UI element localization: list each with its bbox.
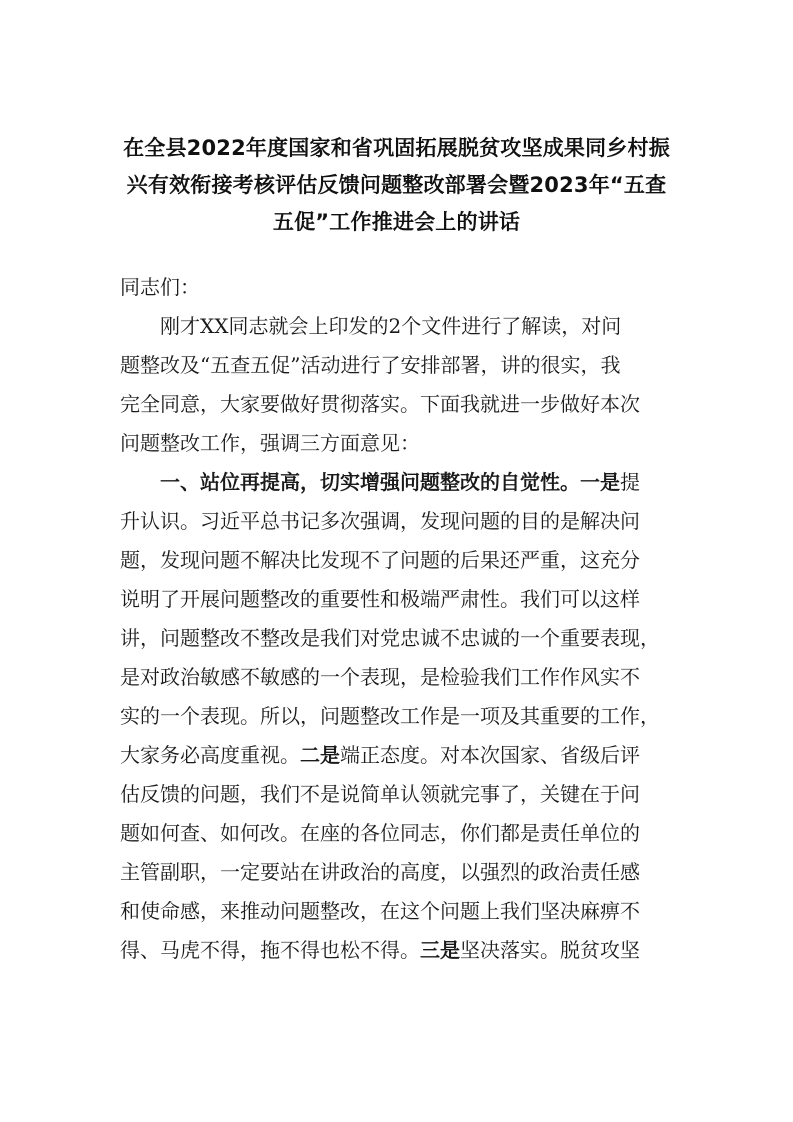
text-fragment: 坚决落实。脱贫攻坚: [460, 938, 640, 962]
paragraph-line: 问题整改工作，强调三方面意见：: [120, 431, 420, 455]
paragraph-line: 估反馈的问题，我们不是说简单认领就完事了，关键在于问: [120, 782, 640, 806]
salutation: 同志们：: [120, 275, 200, 299]
paragraph-line: [120, 931, 680, 970]
paragraph-line: 题整改及“五查五促”活动进行了安排部署，讲的很实，我: [120, 353, 621, 377]
text-fragment: 大家务必高度重视。: [120, 743, 300, 767]
title-line: 五促”工作推进会上的讲话: [272, 210, 521, 234]
paragraph-line: 和使命感，来推动问题整改，在这个问题上我们坚决麻痹不: [120, 899, 640, 923]
text-fragment: 端正态度。对本次国家、省级后评: [340, 743, 640, 767]
paragraph-line: 讲，问题整改不整改是我们对党忠诚不忠诚的一个重要表现，: [120, 626, 660, 650]
paragraph-line: 完全同意，大家要做好贯彻落实。下面我就进一步做好本次: [120, 392, 640, 416]
paragraph-line: 升认识。习近平总书记多次强调，发现问题的目的是解决问: [120, 509, 640, 533]
paragraph-line: 题如何查、如何改。在座的各位同志，你们都是责任单位的: [120, 821, 640, 845]
section-heading: 一、站位再提高，切实增强问题整改的自觉性。: [160, 470, 580, 494]
paragraph-line: [120, 736, 680, 775]
paragraph-line: 说明了开展问题整改的重要性和极端严肃性。我们可以这样: [120, 587, 640, 611]
paragraph-line: [120, 463, 680, 502]
paragraph-line: 是对政治敏感不敏感的一个表现，是检验我们工作作风实不: [120, 665, 640, 689]
text-fragment: 提: [620, 470, 640, 494]
paragraph-line: 主管副职，一定要站在讲政治的高度，以强烈的政治责任感: [120, 860, 640, 884]
point-label: 一是: [580, 470, 620, 494]
title-line: 在全县2022年度国家和省巩固拓展脱贫攻坚成果同乡村振: [123, 136, 670, 160]
paragraph-line: 刚才XX同志就会上印发的2个文件进行了解读，对问: [160, 314, 622, 338]
document-body: [120, 268, 680, 970]
point-label: 二是: [300, 743, 340, 767]
paragraph-line: 实的一个表现。所以，问题整改工作是一项及其重要的工作，: [120, 704, 660, 728]
paragraph-line: 题，发现问题不解决比发现不了问题的后果还严重，这充分: [120, 548, 640, 572]
text-fragment: 得、马虎不得，拖不得也松不得。: [120, 938, 420, 962]
document-title: [120, 130, 673, 241]
point-label: 三是: [420, 938, 460, 962]
title-line: 兴有效衔接考核评估反馈问题整改部署会暨2023年“五查: [126, 173, 667, 197]
